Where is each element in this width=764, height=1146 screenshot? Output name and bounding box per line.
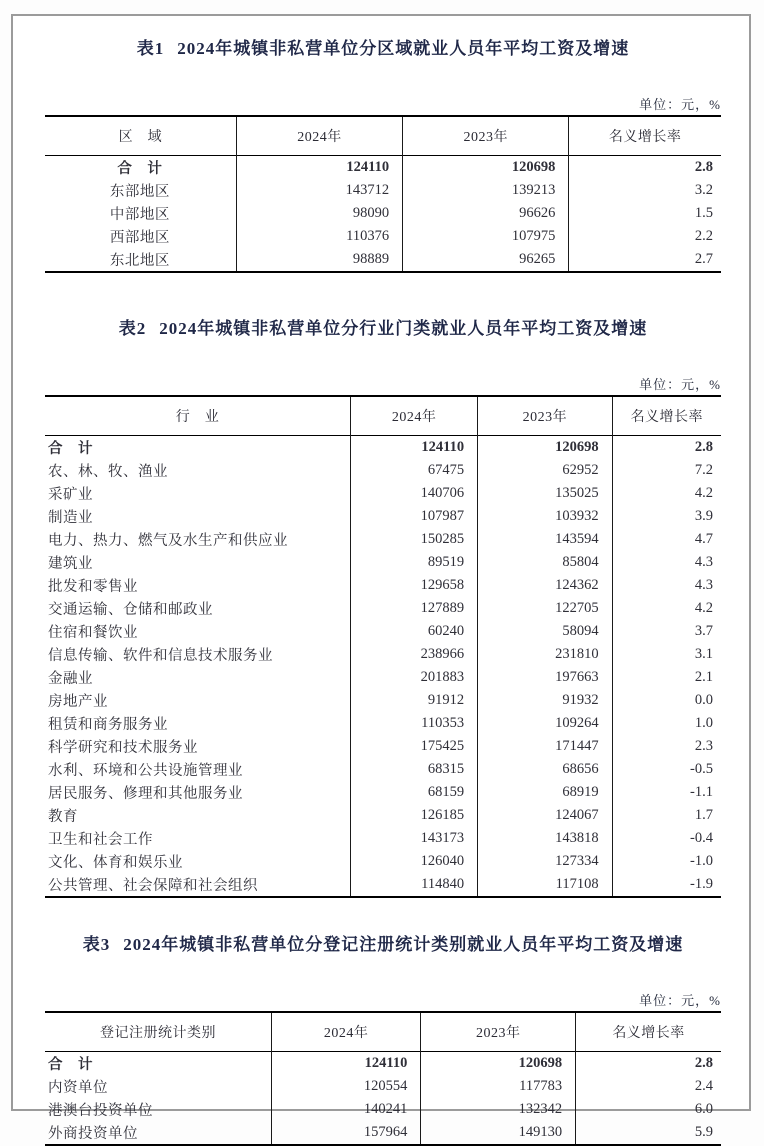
cell-2024: 126185 <box>351 804 478 827</box>
cell-growth: 4.3 <box>612 574 721 597</box>
cell-category: 租赁和商务服务业 <box>48 717 168 733</box>
table3-header-row <box>45 1012 721 1052</box>
cell-growth: -0.4 <box>612 827 721 850</box>
table3 <box>45 1011 721 1146</box>
cell-2023: 96626 <box>403 202 569 225</box>
cell-growth: -1.1 <box>612 781 721 804</box>
table1-header-row <box>45 116 721 156</box>
table-row <box>45 827 721 850</box>
table2-title-text: 2024年城镇非私营单位分行业门类就业人员年平均工资及增速 <box>159 319 648 338</box>
table-row <box>45 225 721 248</box>
table1 <box>45 115 721 273</box>
cell-growth: 2.8 <box>612 436 721 460</box>
table2-unit-label: 单位：元，% <box>639 377 721 392</box>
cell-category: 合 计 <box>48 1057 93 1073</box>
table-row <box>45 712 721 735</box>
cell-2023: 149130 <box>421 1121 576 1145</box>
cell-category: 信息传输、软件和信息技术服务业 <box>48 648 273 664</box>
cell-growth: 6.0 <box>576 1098 721 1121</box>
cell-category: 农、林、牧、渔业 <box>48 464 168 480</box>
cell-2023: 124067 <box>478 804 613 827</box>
cell-2023: 109264 <box>478 712 613 735</box>
cell-growth: 4.3 <box>612 551 721 574</box>
cell-2023: 124362 <box>478 574 613 597</box>
cell-category: 文化、体育和娱乐业 <box>48 855 183 871</box>
cell-2024: 98889 <box>236 248 402 272</box>
table3-title-text: 2024年城镇非私营单位分登记注册统计类别就业人员年平均工资及增速 <box>123 935 684 954</box>
cell-growth: 1.5 <box>569 202 721 225</box>
cell-2024: 124110 <box>236 156 402 180</box>
table-row <box>45 574 721 597</box>
table-row <box>45 666 721 689</box>
cell-growth: 3.1 <box>612 643 721 666</box>
cell-category: 公共管理、社会保障和社会组织 <box>48 878 258 894</box>
cell-growth: 0.0 <box>612 689 721 712</box>
cell-2024: 175425 <box>351 735 478 758</box>
table-row <box>45 643 721 666</box>
cell-2024: 60240 <box>351 620 478 643</box>
cell-category: 制造业 <box>48 510 93 526</box>
table-row <box>45 202 721 225</box>
cell-2024: 126040 <box>351 850 478 873</box>
table2-col-2024: 2024年 <box>351 396 478 436</box>
cell-2024: 143173 <box>351 827 478 850</box>
cell-2024: 124110 <box>271 1052 420 1076</box>
cell-2024: 140706 <box>351 482 478 505</box>
table3-col-2023: 2023年 <box>421 1012 576 1052</box>
table2-section <box>45 318 721 898</box>
cell-2024: 129658 <box>351 574 478 597</box>
table3-col-growth: 名义增长率 <box>576 1012 721 1052</box>
cell-2024: 201883 <box>351 666 478 689</box>
table-row <box>45 482 721 505</box>
cell-2023: 91932 <box>478 689 613 712</box>
total-row <box>45 156 721 180</box>
cell-2023: 132342 <box>421 1098 576 1121</box>
table-row <box>45 179 721 202</box>
table1-title-text: 2024年城镇非私营单位分区域就业人员年平均工资及增速 <box>177 39 630 58</box>
cell-2024: 110376 <box>236 225 402 248</box>
cell-growth: 7.2 <box>612 459 721 482</box>
cell-category: 港澳台投资单位 <box>48 1103 153 1119</box>
cell-2024: 157964 <box>271 1121 420 1145</box>
cell-2023: 58094 <box>478 620 613 643</box>
cell-category: 科学研究和技术服务业 <box>48 740 198 756</box>
cell-category: 批发和零售业 <box>48 579 138 595</box>
cell-category: 东北地区 <box>109 253 170 269</box>
cell-growth: -1.9 <box>612 873 721 897</box>
cell-2024: 110353 <box>351 712 478 735</box>
cell-category: 住宿和餐饮业 <box>48 625 138 641</box>
table1-col-2023: 2023年 <box>403 116 569 156</box>
cell-category: 卫生和社会工作 <box>48 832 153 848</box>
cell-2024: 150285 <box>351 528 478 551</box>
total-row <box>45 436 721 460</box>
cell-growth: 2.4 <box>576 1075 721 1098</box>
cell-growth: 1.7 <box>612 804 721 827</box>
table-row <box>45 459 721 482</box>
cell-2024: 114840 <box>351 873 478 897</box>
cell-growth: 2.1 <box>612 666 721 689</box>
cell-2023: 120698 <box>478 436 613 460</box>
cell-growth: -1.0 <box>612 850 721 873</box>
cell-2023: 85804 <box>478 551 613 574</box>
cell-2024: 238966 <box>351 643 478 666</box>
table2-title <box>45 318 721 340</box>
table-row <box>45 873 721 897</box>
table-row <box>45 758 721 781</box>
total-row <box>45 1052 721 1076</box>
table-row <box>45 689 721 712</box>
cell-growth: 2.2 <box>569 225 721 248</box>
cell-growth: 4.7 <box>612 528 721 551</box>
cell-category: 合 计 <box>117 161 163 177</box>
cell-2023: 117783 <box>421 1075 576 1098</box>
cell-growth: 2.8 <box>576 1052 721 1076</box>
cell-2023: 103932 <box>478 505 613 528</box>
cell-category: 建筑业 <box>48 556 93 572</box>
cell-category: 东部地区 <box>109 184 170 200</box>
table2 <box>45 395 721 898</box>
table2-col-growth: 名义增长率 <box>612 396 721 436</box>
page-frame <box>11 14 751 1142</box>
table3-title-number: 表3 <box>82 935 111 954</box>
cell-2023: 68656 <box>478 758 613 781</box>
cell-2024: 107987 <box>351 505 478 528</box>
cell-2023: 107975 <box>403 225 569 248</box>
cell-category: 金融业 <box>48 671 93 687</box>
cell-growth: 4.2 <box>612 482 721 505</box>
cell-growth: 3.9 <box>612 505 721 528</box>
cell-2023: 127334 <box>478 850 613 873</box>
cell-growth: 3.7 <box>612 620 721 643</box>
table2-header-row <box>45 396 721 436</box>
cell-growth: 1.0 <box>612 712 721 735</box>
table-row <box>45 620 721 643</box>
table-row <box>45 597 721 620</box>
table1-unit-label: 单位：元，% <box>639 97 721 112</box>
table1-title-number: 表1 <box>136 39 165 58</box>
cell-growth: 2.7 <box>569 248 721 272</box>
cell-growth: 4.2 <box>612 597 721 620</box>
cell-growth: 3.2 <box>569 179 721 202</box>
cell-category: 中部地区 <box>109 207 170 223</box>
cell-2024: 124110 <box>351 436 478 460</box>
table3-unit-label: 单位：元，% <box>639 993 721 1008</box>
cell-category: 外商投资单位 <box>48 1126 138 1142</box>
cell-2024: 127889 <box>351 597 478 620</box>
cell-2024: 120554 <box>271 1075 420 1098</box>
cell-growth: 5.9 <box>576 1121 721 1145</box>
cell-category: 交通运输、仓储和邮政业 <box>48 602 213 618</box>
cell-category: 西部地区 <box>109 230 170 246</box>
cell-2024: 67475 <box>351 459 478 482</box>
table-row <box>45 850 721 873</box>
table1-title <box>45 38 721 60</box>
cell-category: 电力、热力、燃气及水生产和供应业 <box>48 533 288 549</box>
table-row <box>45 781 721 804</box>
cell-category: 合 计 <box>48 441 93 457</box>
cell-2024: 140241 <box>271 1098 420 1121</box>
cell-2023: 143594 <box>478 528 613 551</box>
cell-category: 教育 <box>48 809 78 825</box>
cell-2023: 62952 <box>478 459 613 482</box>
table-row <box>45 528 721 551</box>
cell-2024: 91912 <box>351 689 478 712</box>
cell-2024: 68159 <box>351 781 478 804</box>
cell-2023: 96265 <box>403 248 569 272</box>
table2-title-number: 表2 <box>118 319 147 338</box>
cell-growth: 2.8 <box>569 156 721 180</box>
table-row <box>45 1098 721 1121</box>
cell-2024: 68315 <box>351 758 478 781</box>
cell-growth: -0.5 <box>612 758 721 781</box>
cell-2023: 120698 <box>403 156 569 180</box>
document-content <box>13 38 749 1146</box>
table3-section <box>45 934 721 1146</box>
cell-2024: 89519 <box>351 551 478 574</box>
cell-category: 内资单位 <box>48 1080 108 1096</box>
cell-growth: 2.3 <box>612 735 721 758</box>
table3-col-registration-type: 登记注册统计类别 <box>99 1026 216 1041</box>
cell-2023: 143818 <box>478 827 613 850</box>
table1-col-region: 区 域 <box>118 130 163 145</box>
table-row <box>45 1075 721 1098</box>
cell-category: 采矿业 <box>48 487 93 503</box>
cell-category: 房地产业 <box>48 694 108 710</box>
cell-2023: 117108 <box>478 873 613 897</box>
table-row <box>45 505 721 528</box>
table2-col-industry: 行 业 <box>175 410 220 425</box>
table-row <box>45 735 721 758</box>
cell-2024: 98090 <box>236 202 402 225</box>
cell-2023: 68919 <box>478 781 613 804</box>
table-row <box>45 551 721 574</box>
table1-col-2024: 2024年 <box>236 116 402 156</box>
cell-category: 居民服务、修理和其他服务业 <box>48 786 243 802</box>
cell-2023: 135025 <box>478 482 613 505</box>
table-row <box>45 804 721 827</box>
table-row <box>45 248 721 272</box>
cell-category: 水利、环境和公共设施管理业 <box>48 763 243 779</box>
cell-2023: 231810 <box>478 643 613 666</box>
table2-col-2023: 2023年 <box>478 396 613 436</box>
cell-2023: 120698 <box>421 1052 576 1076</box>
table1-section <box>45 38 721 273</box>
cell-2023: 171447 <box>478 735 613 758</box>
table-row <box>45 1121 721 1145</box>
cell-2023: 197663 <box>478 666 613 689</box>
cell-2023: 139213 <box>403 179 569 202</box>
table1-col-growth: 名义增长率 <box>569 116 721 156</box>
table3-col-2024: 2024年 <box>271 1012 420 1052</box>
cell-2023: 122705 <box>478 597 613 620</box>
table3-title <box>45 934 721 956</box>
cell-2024: 143712 <box>236 179 402 202</box>
